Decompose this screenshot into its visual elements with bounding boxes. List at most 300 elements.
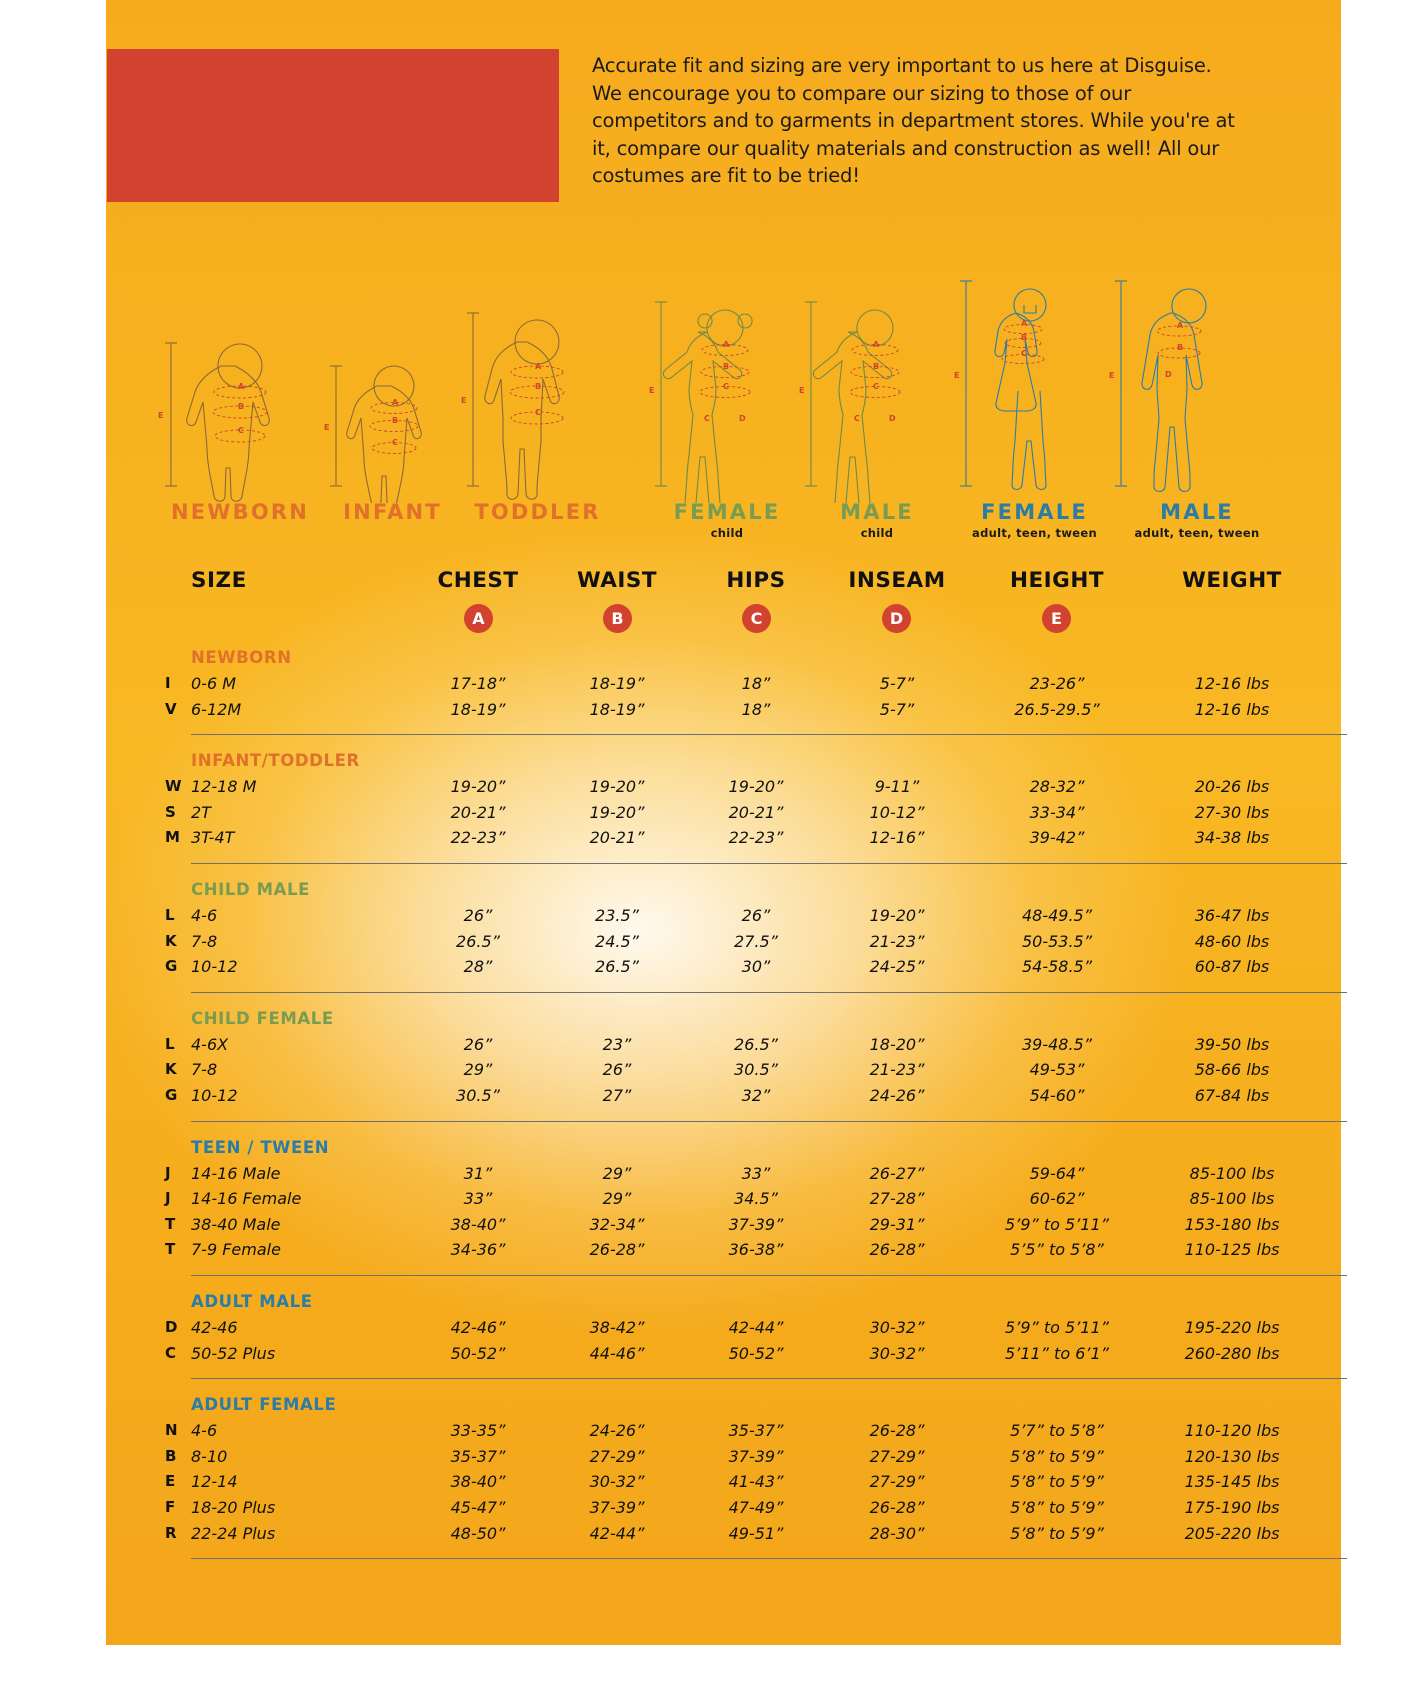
svg-text:E: E [649,386,655,395]
cell-weight: 67-84 lbs [1194,1085,1270,1105]
cell-waist: 24.5” [595,931,639,951]
group-title: ADULT MALE [191,1291,313,1311]
cell-hips: 32” [741,1085,771,1105]
table-row [107,1060,1347,1086]
group-title: CHILD MALE [191,879,310,899]
cell-height: 33-34” [1029,802,1085,822]
row-size: 14-16 Male [191,1163,281,1183]
table-group [107,1007,1347,1136]
cell-height: 49-53” [1029,1060,1085,1080]
cell-weight: 12-16 lbs [1194,674,1270,693]
cell-chest: 20-21” [450,802,506,822]
group-title: INFANT/TODDLER [191,751,360,771]
cell-weight: 260-280 lbs [1184,1343,1280,1363]
badge-e: E [1042,604,1071,633]
cell-hips: 37-39” [728,1214,784,1234]
cell-weight: 12-16 lbs [1194,699,1270,719]
cell-chest: 22-23” [450,828,506,848]
cell-waist: 18-19” [589,674,645,693]
cell-hips: 35-37” [728,1421,784,1441]
row-code: K [165,1060,177,1079]
svg-text:E: E [461,396,467,405]
figure-child-female [647,288,807,503]
cell-height: 50-53.5” [1021,931,1093,951]
cell-hips: 42-44” [728,1317,784,1337]
cell-inseam: 27-29” [869,1446,925,1466]
row-code: L [165,1034,175,1053]
table-row [107,1086,1347,1112]
cell-weight: 85-100 lbs [1189,1189,1275,1209]
cell-waist: 19-20” [589,802,645,822]
row-size: 12-18 M [191,777,257,797]
table-row [107,1421,1347,1447]
row-code: K [165,931,177,950]
group-divider [191,1558,1347,1559]
figure-child-male [797,288,960,503]
cell-height: 5’9” to 5’11” [1005,1317,1109,1337]
cell-waist: 42-44” [589,1523,645,1543]
row-size: 10-12 [191,1085,238,1105]
row-size: 8-10 [191,1446,228,1466]
row-code: M [165,828,180,847]
cell-hips: 30” [741,957,771,977]
svg-text:C: C [238,426,244,435]
cell-height: 60-62” [1029,1189,1085,1209]
svg-text:A: A [392,398,399,407]
cell-chest: 48-50” [450,1523,506,1543]
table-row [107,700,1347,726]
cell-inseam: 24-26” [869,1085,925,1105]
figure-label-adult-male [1112,500,1282,540]
cell-inseam: 27-28” [869,1189,925,1209]
cell-height: 54-58.5” [1021,957,1093,977]
table-row [107,1035,1347,1061]
cell-chest: 26.5” [456,931,500,951]
cell-chest: 38-40” [450,1214,506,1234]
row-code: L [165,905,175,924]
cell-hips: 20-21” [728,802,784,822]
svg-text:A: A [1177,321,1184,330]
cell-waist: 30-32” [589,1472,645,1492]
row-size: 4-6X [191,1034,229,1054]
size-table [107,568,1347,1573]
table-row [107,1189,1347,1215]
cell-height: 39-48.5” [1021,1034,1093,1054]
cell-waist: 27-29” [589,1446,645,1466]
cell-chest: 30.5” [456,1085,500,1105]
group-divider [191,1121,1347,1122]
cell-inseam: 19-20” [869,905,925,925]
cell-hips: 37-39” [728,1446,784,1466]
cell-waist: 27” [602,1085,632,1105]
row-size: 7-9 Female [191,1240,281,1260]
svg-text:E: E [158,411,164,420]
table-row [107,957,1347,983]
row-size: 42-46 [191,1317,238,1337]
svg-text:C: C [723,382,729,391]
group-divider [191,1378,1347,1379]
row-size: 7-8 [191,931,218,951]
row-size: 14-16 Female [191,1189,302,1209]
cell-chest: 33” [463,1189,493,1209]
figure-label-text: MALE [1160,500,1234,524]
row-code: J [165,1163,171,1182]
table-group [107,1393,1347,1573]
cell-weight: 48-60 lbs [1194,931,1270,951]
cell-waist: 44-46” [589,1343,645,1363]
cell-weight: 153-180 lbs [1184,1214,1280,1234]
row-code: T [165,1240,176,1259]
figure-label-text: FEMALE [981,500,1088,524]
group-title: NEWBORN [191,648,292,667]
cell-inseam: 29-31” [869,1214,925,1234]
cell-hips: 50-52” [728,1343,784,1363]
svg-text:D: D [889,414,896,423]
svg-text:A: A [535,362,542,371]
figure-label-text: NEWBORN [170,500,310,524]
figure-infant [322,288,472,503]
figure-newborn [155,288,325,503]
cell-hips: 30.5” [734,1060,778,1080]
figure-label-toddler [455,500,620,524]
cell-hips: 19-20” [728,777,784,797]
group-divider [191,992,1347,993]
header-waist: WAIST [576,568,658,593]
cell-weight: 135-145 lbs [1184,1472,1280,1492]
badge-b: B [603,604,632,633]
cell-weight: 85-100 lbs [1189,1163,1275,1183]
figure-sublabel: adult, teen, tween [972,526,1097,540]
cell-weight: 27-30 lbs [1194,802,1270,822]
cell-hips: 22-23” [728,828,784,848]
cell-waist: 26” [602,1060,632,1080]
figure-sublabel: child [710,526,744,540]
table-group [107,646,1347,749]
cell-height: 59-64” [1029,1163,1085,1183]
cell-hips: 18” [741,674,771,693]
cell-inseam: 10-12” [869,802,925,822]
cell-weight: 39-50 lbs [1194,1034,1270,1054]
svg-text:E: E [954,371,960,380]
cell-height: 5’8” to 5’9” [1010,1523,1104,1543]
svg-text:C: C [854,414,860,423]
right-margin-band [1341,0,1423,1687]
intro-text [592,52,1244,190]
group-title: CHILD FEMALE [191,1008,334,1028]
table-row [107,1472,1347,1498]
cell-inseam: 5-7” [879,699,915,719]
cell-inseam: 5-7” [879,674,915,693]
svg-text:A: A [723,340,730,349]
measurement-badges [107,604,1347,646]
group-title: TEEN / TWEEN [191,1137,330,1157]
cell-waist: 24-26” [589,1421,645,1441]
table-row [107,803,1347,829]
cell-chest: 28” [463,957,493,977]
cell-chest: 31” [463,1163,493,1183]
row-code: V [165,699,177,718]
row-code: G [165,1085,178,1104]
table-row [107,1215,1347,1241]
cell-waist: 38-42” [589,1317,645,1337]
cell-weight: 60-87 lbs [1194,957,1270,977]
group-divider [191,734,1347,735]
cell-chest: 38-40” [450,1472,506,1492]
cell-weight: 175-190 lbs [1184,1497,1280,1517]
header-chest: CHEST [437,568,519,593]
intro-paragraph: Accurate fit and sizing are very important to us here at Disguise. We encourage you to compare our sizing to those of our competitors and to garments in department stores. While you're at it, compare our quality materials and construction as well! All our costumes are fit to be tried! [592,54,1235,187]
table-row [107,1344,1347,1370]
cell-weight: 36-47 lbs [1194,905,1270,925]
svg-text:E: E [799,386,805,395]
cell-inseam: 26-28” [869,1421,925,1441]
svg-text:E: E [1109,371,1115,380]
figure-adult-female [952,273,1115,503]
figure-label-infant [315,500,470,524]
cell-hips: 34.5” [734,1189,778,1209]
cell-hips: 33” [741,1163,771,1183]
table-row [107,906,1347,932]
row-size: 3T-4T [191,828,235,848]
table-row [107,932,1347,958]
cell-chest: 34-36” [450,1240,506,1260]
figure-toddler [459,288,619,503]
cell-inseam: 28-30” [869,1523,925,1543]
row-code: B [165,1446,177,1465]
table-row [107,1447,1347,1473]
header-inseam: INSEAM [848,568,946,593]
row-size: 50-52 Plus [191,1343,276,1363]
cell-height: 5’8” to 5’9” [1010,1446,1104,1466]
svg-text:C: C [873,382,879,391]
cell-waist: 26.5” [595,957,639,977]
cell-hips: 26” [741,905,771,925]
cell-height: 39-42” [1029,828,1085,848]
figure-label-adult-female [952,500,1117,540]
row-code: J [165,1189,171,1208]
row-size: 2T [191,802,211,822]
svg-text:C: C [1021,349,1027,358]
cell-height: 26.5-29.5” [1014,699,1100,719]
cell-hips: 26.5” [734,1034,778,1054]
table-row [107,828,1347,854]
svg-text:A: A [873,340,880,349]
table-groups [107,646,1347,1573]
row-size: 12-14 [191,1472,238,1492]
svg-text:A: A [238,382,245,391]
header-weight: WEIGHT [1182,568,1282,593]
left-margin-band [0,0,106,1687]
cell-inseam: 12-16” [869,828,925,848]
cell-waist: 26-28” [589,1240,645,1260]
cell-weight: 120-130 lbs [1184,1446,1280,1466]
figure-adult-male [1107,273,1272,503]
table-group [107,878,1347,1007]
table-row [107,1498,1347,1524]
cell-waist: 29” [602,1189,632,1209]
table-row [107,1524,1347,1550]
cell-hips: 27.5” [734,931,778,951]
group-divider [191,863,1347,864]
figure-sublabel: child [860,526,894,540]
cell-inseam: 27-29” [869,1472,925,1492]
red-title-block [107,49,559,202]
row-code: I [165,674,171,692]
svg-text:B: B [392,416,399,425]
cell-chest: 50-52” [450,1343,506,1363]
row-size: 0-6 M [191,674,237,693]
bottom-margin-band [0,1645,1423,1687]
cell-waist: 20-21” [589,828,645,848]
cell-hips: 36-38” [728,1240,784,1260]
cell-weight: 20-26 lbs [1194,777,1270,797]
table-row [107,674,1347,700]
row-code: T [165,1214,176,1233]
figure-label-text: FEMALE [673,500,781,524]
cell-weight: 195-220 lbs [1184,1317,1280,1337]
row-code: R [165,1523,177,1542]
figure-row [107,228,1347,503]
cell-hips: 18” [741,699,771,719]
cell-chest: 33-35” [450,1421,506,1441]
row-size: 10-12 [191,957,238,977]
table-row [107,1164,1347,1190]
cell-inseam: 9-11” [874,777,920,797]
svg-text:D: D [739,414,746,423]
cell-height: 48-49.5” [1021,905,1093,925]
cell-chest: 26” [463,905,493,925]
svg-text:B: B [1021,333,1028,342]
row-size: 7-8 [191,1060,218,1080]
badge-a: A [464,604,493,633]
figure-label-child-female [647,500,807,540]
svg-text:B: B [1177,343,1184,352]
badge-d: D [882,604,911,633]
cell-height: 5’9” to 5’11” [1005,1214,1109,1234]
cell-hips: 47-49” [728,1497,784,1517]
header-height: HEIGHT [1010,568,1104,593]
table-row [107,777,1347,803]
badge-c: C [742,604,771,633]
svg-text:B: B [238,402,245,411]
svg-text:C: C [392,438,398,447]
cell-inseam: 21-23” [869,1060,925,1080]
cell-waist: 32-34” [589,1214,645,1234]
cell-height: 5’8” to 5’9” [1010,1497,1104,1517]
svg-text:A: A [1021,319,1028,328]
cell-height: 5’11” to 6’1” [1005,1343,1109,1363]
figure-label-text: MALE [840,500,914,524]
cell-waist: 29” [602,1163,632,1183]
svg-text:E: E [324,423,330,432]
row-size: 4-6 [191,1421,218,1441]
table-group [107,1136,1347,1290]
figure-label-newborn [155,500,325,524]
svg-text:B: B [723,362,730,371]
cell-inseam: 30-32” [869,1317,925,1337]
svg-text:C: C [704,414,710,423]
figure-labels [107,500,1347,560]
table-group [107,1290,1347,1393]
row-size: 18-20 Plus [191,1497,276,1517]
row-code: S [165,802,176,821]
figure-label-child-male [797,500,957,540]
cell-inseam: 26-27” [869,1163,925,1183]
cell-height: 23-26” [1029,674,1085,693]
row-size: 22-24 Plus [191,1523,276,1543]
figure-label-text: TODDLER [474,500,601,524]
header-hips: HIPS [726,568,786,593]
cell-inseam: 26-28” [869,1497,925,1517]
row-size: 6-12M [191,699,242,719]
cell-weight: 110-120 lbs [1184,1421,1280,1441]
cell-weight: 34-38 lbs [1194,828,1270,848]
table-row [107,1240,1347,1266]
cell-hips: 49-51” [728,1523,784,1543]
cell-hips: 41-43” [728,1472,784,1492]
cell-chest: 29” [463,1060,493,1080]
cell-waist: 19-20” [589,777,645,797]
row-size: 4-6 [191,905,218,925]
row-code: F [165,1497,176,1516]
cell-chest: 19-20” [450,777,506,797]
cell-weight: 58-66 lbs [1194,1060,1270,1080]
table-group [107,749,1347,878]
svg-text:C: C [535,408,541,417]
figure-sublabel: adult, teen, tween [1134,526,1260,540]
cell-inseam: 24-25” [869,957,925,977]
group-title: ADULT FEMALE [191,1395,337,1415]
cell-weight: 110-125 lbs [1184,1240,1280,1260]
table-header-row [107,568,1347,604]
cell-waist: 37-39” [589,1497,645,1517]
cell-chest: 35-37” [450,1446,506,1466]
row-code: G [165,957,178,976]
row-code: W [165,777,182,796]
row-code: N [165,1421,178,1440]
cell-waist: 23” [602,1034,632,1054]
cell-chest: 17-18” [450,674,506,693]
cell-height: 5’7” to 5’8” [1010,1421,1104,1441]
svg-text:D: D [1165,370,1172,379]
row-code: E [165,1472,176,1491]
row-size: 38-40 Male [191,1214,281,1234]
row-code: C [165,1343,177,1362]
table-row [107,1318,1347,1344]
cell-height: 5’8” to 5’9” [1010,1472,1104,1492]
cell-inseam: 21-23” [869,931,925,951]
group-divider [191,1275,1347,1276]
cell-height: 28-32” [1029,777,1085,797]
cell-chest: 42-46” [450,1317,506,1337]
cell-weight: 205-220 lbs [1184,1523,1280,1543]
cell-height: 5’5” to 5’8” [1010,1240,1104,1260]
row-code: D [165,1317,178,1336]
svg-text:B: B [873,362,880,371]
cell-inseam: 30-32” [869,1343,925,1363]
cell-waist: 23.5” [595,905,639,925]
svg-text:B: B [535,382,542,391]
cell-height: 54-60” [1029,1085,1085,1105]
figure-label-text: INFANT [343,500,442,524]
cell-chest: 18-19” [450,699,506,719]
cell-inseam: 18-20” [869,1034,925,1054]
cell-chest: 45-47” [450,1497,506,1517]
cell-inseam: 26-28” [869,1240,925,1260]
header-size: SIZE [191,568,247,593]
cell-waist: 18-19” [589,699,645,719]
cell-chest: 26” [463,1034,493,1054]
